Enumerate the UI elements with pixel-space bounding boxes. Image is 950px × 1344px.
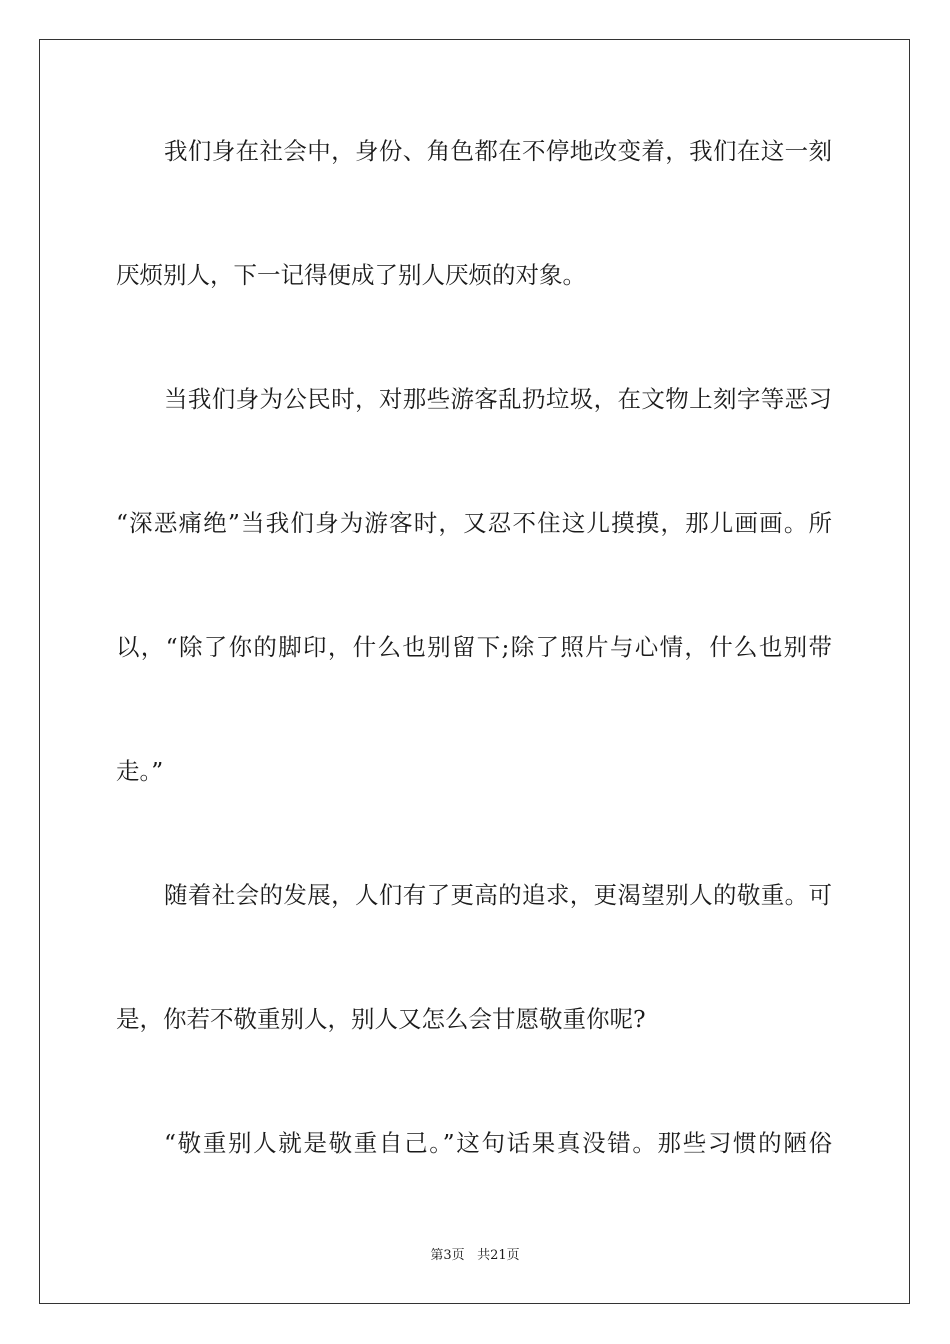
text-line: 以，“除了你的脚印，什么也别留下;除了照片与心情，什么也别带: [116, 633, 832, 661]
text-line: 厌烦别人，下一记得便成了别人厌烦的对象。: [116, 261, 586, 289]
text-line: 当我们身为公民时，对那些游客乱扔垃圾，在文物上刻字等恶习: [164, 385, 832, 413]
text-line: “敬重别人就是敬重自己。”这句话果真没错。那些习惯的陋俗: [164, 1129, 832, 1157]
text-line: 走。”: [116, 757, 164, 785]
text-line: “深恶痛绝”当我们身为游客时，又忍不住这儿摸摸，那儿画画。所: [116, 509, 832, 537]
page-border: [39, 39, 910, 1304]
text-line: 是，你若不敬重别人，别人又怎么会甘愿敬重你呢?: [116, 1005, 646, 1033]
page-total: 共21页: [477, 1248, 520, 1263]
text-line: 我们身在社会中，身份、角色都在不停地改变着，我们在这一刻: [164, 137, 832, 165]
page-footer: [0, 1248, 950, 1264]
page-number: 第3页: [430, 1248, 465, 1263]
text-line: 随着社会的发展，人们有了更高的追求，更渴望别人的敬重。可: [164, 881, 832, 909]
